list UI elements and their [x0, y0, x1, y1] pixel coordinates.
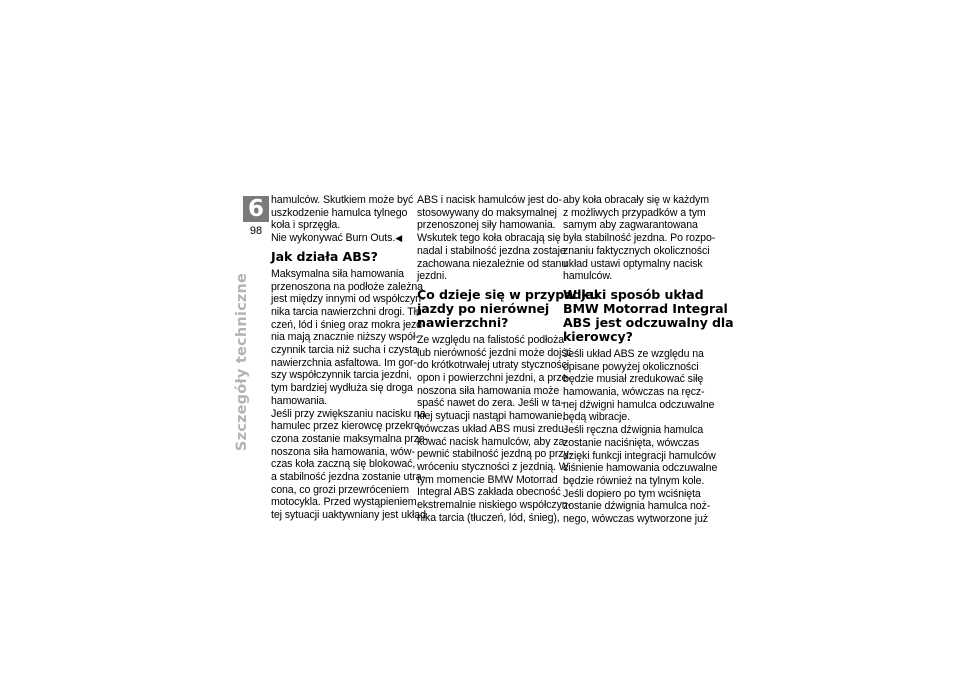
chapter-number-tab: 6 [243, 196, 269, 222]
text-line: hamulców. Skutkiem może być [271, 194, 414, 206]
text-line: ciśnienie hamowania odczuwalne [563, 462, 718, 475]
text-line: nawierzchnia asfaltowa. Im gor- [271, 356, 417, 369]
end-of-section-icon: ◀ [395, 233, 403, 244]
text-line: nej dźwigni hamulca odczuwalne [563, 398, 715, 411]
text-line: samym aby zagwarantowana [563, 219, 698, 232]
text-line: jest między innymi od współczyn- [271, 293, 425, 306]
text-line: przenoszona na podłoże zależna [271, 280, 423, 293]
text-line: przenoszonej siły hamowania. [417, 219, 556, 232]
text-line: kierowcy? [563, 328, 633, 344]
text-line: nika tarcia (tłuczeń, lód, śnieg), [417, 511, 560, 524]
text-line: kiej sytuacji nastąpi hamowanie, [417, 410, 566, 423]
text-line: Integral ABS zakłada obecność [417, 486, 561, 499]
text-line: ABS i nacisk hamulców jest do- [417, 194, 562, 206]
text-line: Nie wykonywać Burn Outs.◀ [271, 232, 403, 245]
text-line: wróceniu styczności z jezdnią. W [417, 460, 569, 473]
text-line: noszona siła hamowania może [417, 384, 560, 397]
text-line: motocykla. Przed wystąpieniem [271, 496, 417, 509]
text-line: będą wibracje. [563, 411, 630, 424]
section-heading [271, 250, 411, 264]
page-number: 98 [249, 225, 263, 237]
text-line: lub nierówność jezdni może dojść [417, 346, 572, 359]
paragraph [563, 424, 718, 526]
text-line: pewnić stabilność jezdną po przy- [417, 448, 573, 461]
text-line: opisane powyżej okoliczności [563, 360, 699, 373]
text-line: jazdy po nierównej [417, 300, 550, 316]
text-column-3 [563, 194, 734, 526]
text-line: nawierzchni? [417, 314, 509, 330]
paragraph [417, 333, 573, 525]
text-line: z możliwych przypadków a tym [563, 206, 706, 219]
text-line: tej sytuacji uaktywniany jest układ [271, 509, 426, 522]
section-heading [563, 286, 734, 344]
text-line: spaść nawet do zera. Jeśli w ta- [417, 397, 564, 410]
text-line: ekstremalnie niskiego współczyn- [417, 499, 572, 512]
text-line: do krótkotrwałej utraty styczności [417, 359, 570, 372]
text-line: Jeśli przy zwiększaniu nacisku na [271, 407, 426, 420]
text-line: hamowania, wówczas na ręcz- [563, 386, 705, 399]
text-line: stosowywany do maksymalnej [417, 206, 557, 219]
text-line: koła i sprzęgła. [271, 219, 341, 232]
text-line: dzięki funkcji integracji hamulców [563, 449, 716, 462]
text-line: Maksymalna siła hamowania [271, 267, 404, 280]
text-line: jezdni. [417, 270, 447, 283]
text-line: hamulców. [563, 270, 613, 283]
text-line: uszkodzenie hamulca tylnego [271, 206, 408, 219]
text-line: a stabilność jezdna zostanie utra- [271, 471, 425, 484]
section-heading [417, 286, 599, 330]
text-line: czeń, lód i śnieg oraz mokra jezd- [271, 318, 426, 331]
text-line: hamowania. [271, 394, 328, 407]
text-column-1 [271, 194, 429, 522]
text-line: cona, co grozi przewróceniem [271, 483, 409, 496]
text-line: Jak działa ABS? [271, 248, 378, 264]
paragraph [271, 232, 411, 245]
text-line: była stabilność jezdna. Po rozpo- [563, 232, 716, 245]
text-line: nia mają znacznie niższy współ- [271, 331, 419, 344]
text-line: hamulec przez kierowcę przekro- [271, 420, 424, 433]
text-line: tym momencie BMW Motorrad [417, 473, 558, 486]
text-line: znaniu faktycznych okoliczności [563, 244, 710, 257]
text-line: ABS jest odczuwalny dla [563, 314, 734, 330]
text-line: będzie musiał zredukować siłę [563, 373, 704, 386]
text-line: Ze względu na falistość podłoża [417, 333, 565, 346]
text-line: nego, wówczas wytworzone już [563, 513, 708, 526]
text-line: tym bardziej wydłuża się droga [271, 382, 413, 395]
text-line: nadal i stabilność jezdna zostaje [417, 244, 566, 257]
text-line: kować nacisk hamulców, aby za- [417, 435, 568, 448]
text-line: Jeśli ręczna dźwignia hamulca [563, 424, 704, 437]
text-line: wówczas układ ABS musi zredu- [417, 422, 568, 435]
text-line: opon i powierzchni jezdni, a prze- [417, 372, 571, 385]
text-line: czas koła zaczną się blokować, [271, 458, 416, 471]
paragraph [271, 194, 414, 232]
text-line: noszona siła hamowania, wów- [271, 445, 415, 458]
text-line: układ ustawi optymalny nacisk [563, 257, 703, 270]
text-line: Wskutek tego koła obracają się [417, 232, 561, 245]
paragraph [417, 194, 568, 283]
text-line: BMW Motorrad Integral [563, 300, 728, 316]
paragraph [271, 407, 429, 522]
text-line: czynnik tarcia niż sucha i czysta [271, 344, 418, 357]
paragraph [563, 194, 716, 283]
text-line: nika tarcia nawierzchni drogi. Tłu- [271, 305, 426, 318]
text-line: będzie również na tylnym kole. [563, 474, 705, 487]
text-line: czona zostanie maksymalna prze- [271, 432, 429, 445]
side-title-text: Szczegóły techniczne [234, 272, 250, 452]
text-line: W jaki sposób układ [563, 286, 704, 302]
paragraph [563, 347, 715, 424]
text-line: zachowana niezależnie od stanu [417, 257, 568, 270]
text-line: zostanie dźwignia hamulca noż- [563, 500, 711, 513]
paragraph [271, 267, 426, 408]
text-line: Co dzieje się w przypadku [417, 286, 599, 302]
text-line: aby koła obracały się w każdym [563, 194, 709, 206]
text-line: Jeśli układ ABS ze względu na [563, 347, 704, 360]
text-line: Jeśli dopiero po tym wciśnięta [563, 487, 701, 500]
text-line: szy współczynnik tarcia jezdni, [271, 369, 412, 382]
text-line: zostanie naciśnięta, wówczas [563, 436, 700, 449]
